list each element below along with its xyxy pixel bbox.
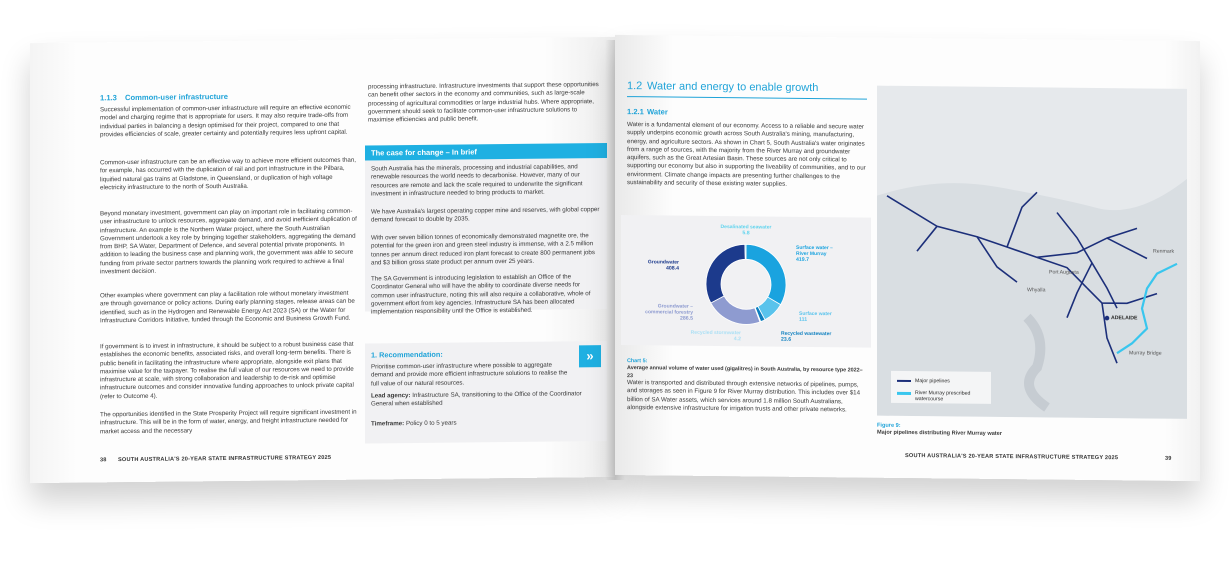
brief-para: With over seven billion tonnes of economically demonstrated magnetite ore, the potential for the green iron and green steel industry is immense, with a 2.5 million tonnes per annum direct reduced iron plant forecast to create 800 permanent jobs and $3 billion gross state product per annum over 25 years. (371, 232, 595, 267)
slice-label: Surface water (799, 310, 832, 318)
right-page (615, 35, 1200, 481)
footer-left: SOUTH AUSTRALIA'S 20-YEAR STATE INFRASTRUCTURE STRATEGY 2025 (118, 454, 332, 464)
section-number: 1.2 (627, 80, 643, 93)
brief-para: South Australia has the minerals, processing and industrial capabilities, and renewable resources the world needs to decarbonise. However, many of our resources are remote and lack the scale required to underwrite the significant investment in infrastructure needed to bring products to market. (371, 163, 583, 198)
map-label: Whyalla (1027, 287, 1046, 294)
chevron-right-icon: » (579, 345, 601, 367)
legend-swatch (897, 392, 911, 395)
section-title: Water and energy to enable growth (647, 80, 819, 95)
donut-slice (706, 244, 745, 303)
water-intro: Water is a fundamental element of our economy. Access to a reliable and secure water supply underpins economic growth across South Australia's mining, manufacturing, energy, and agriculture sectors. As shown in Chart 5, South Australia's water originates from a range of sources, with the majority from the River Murray and groundwater aquifers, such as the Great Artesian Basin. These sources are not only critical to supporting our economy but also in supporting the liveability of communities, and to our environment. Climate change impacts are presenting further challenges to the sustainability and security of these existing water supplies. (627, 121, 866, 188)
section-heading: Common-user infrastructure (125, 91, 228, 103)
lead-agency-label: Lead agency: (371, 392, 411, 400)
chart-caption-label: Chart 5: (627, 358, 648, 365)
left-col-para: Common-user infrastructure can be an effective way to achieve more efficient outcomes than, for example, has occurred with the duplication of rail and port infrastructure in the Pilbara, liquified natural gas trains at Gladstone, in Queensland, or duplication of high voltage electricity infrastructure to the north of South Australia. (100, 156, 356, 192)
figure-label: Figure 9: (877, 422, 901, 429)
left-col-para: Successful implementation of common-user infrastructure will require an effective economic model and charging regime that is appropriate for users. It may also require trade-offs from individual parties in balancing a design optimised for their project, compared to one that provides efficiencies of scale, greater certainty and potentially requires less upfront capital. (100, 103, 351, 139)
lead-agency (371, 390, 601, 409)
slice-value: 23.6 (781, 336, 792, 343)
slice-value: 5.8 (742, 230, 750, 237)
map-label-adelaide: ADELAIDE (1111, 315, 1138, 322)
map-label: Port Augusta (1049, 269, 1079, 276)
section-heading-number: 1.1.3 (100, 93, 117, 103)
slice-value: 4.2 (733, 336, 741, 343)
left-col-para: If government is to invest in infrastructure, it should be subject to a robust business case that establishes the economic benefits, associated risks, and overall long-term benefits. There is public benefit in facilitating the infrastructure where appropriate, alongside exit plans that maximise value for the taxpayer. To realise the full value of our resources we need to provide infrastructure at scale, with strong collaboration and leadership to de-risk and optimise infrastructure outcomes and consider innovative funding approaches to unlock private capital (refer to Outcome 4). (100, 340, 354, 401)
slice-label: River Murray (796, 250, 827, 258)
page-number-right: 39 (1165, 455, 1172, 462)
case-for-change-card (365, 143, 607, 316)
left-col-para: Other examples where government can play a facilitation role without monetary investment are through governance or policy actions. During early planning stages, release areas can be identified, such as in the Hydrogen and Renewable Energy Act 2023 (SA) or the Water for Infrastructure Corridors Initiative, funded through the Economic and Business Growth Fund. (100, 289, 355, 325)
map-label: Renmark (1153, 248, 1175, 255)
recommendation-text: Prioritise common-user infrastructure where possible to aggregate demand and provide more efficient infrastructure solutions to realise the full value of our natural resources. (371, 361, 568, 388)
slice-label: commercial forestry (645, 309, 693, 316)
page-number-left: 38 (100, 457, 107, 464)
slice-label: Groundwater – (657, 303, 693, 310)
map-legend (891, 371, 991, 404)
timeframe (371, 418, 601, 429)
map-drawing (877, 86, 1187, 419)
legend-swatch (897, 380, 911, 382)
slice-value: 111 (799, 316, 808, 323)
slice-label: Desalinated seawater (720, 224, 772, 231)
donut-slice (711, 296, 760, 325)
brief-para: The SA Government is introducing legislation to establish an Office of the Coordinator General who will have the ability to coordinate diverse needs for common user infrastructure, noting this will also require a collaborative, whole of government effort from key agencies. Infrastructure SA has been allocated implementation responsibility until the Office is established. (371, 273, 591, 316)
donut-chart (621, 215, 871, 348)
timeframe-text: Policy 0 to 5 years (405, 419, 457, 428)
donut-slice (746, 244, 786, 304)
slice-label: Groundwater (647, 259, 679, 266)
subsection-title: Water (647, 107, 668, 117)
donut-slice (745, 244, 746, 259)
legend-label: River Murray prescribed watercourse (915, 390, 971, 403)
case-for-change-title: The case for change – In brief (365, 143, 607, 161)
lead-agency-text: Infrastructure SA, transitioning to the Office of the Coordinator General when established (371, 390, 582, 408)
legend-label: Major pipelines (915, 378, 950, 385)
figure-caption: Major pipelines distributing River Murray water (877, 429, 1002, 437)
slice-label: Recycled stormwater (690, 329, 741, 337)
chart-panel (621, 215, 871, 348)
recommendation-card (365, 341, 607, 444)
slice-value: 419.7 (796, 256, 809, 263)
water-outro: Water is transported and distributed through extensive networks of pipelines, pumps, and storages as seen in Figure 9 for River Murray distribution. This includes over $14 billion of SA Water assets, which services around 1.8 million South Australians, alongside extensive infrastructure for irrigation trusts and other private networks. (627, 379, 861, 414)
right-col-intro: processing infrastructure. Infrastructure investments that support these opportunities can benefit other sectors in the economy and communities, such as large-scale processing of agricultural commodities or large industrial hubs. Where appropriate, government should seek to facilitate common-user infrastructure solutions to maximise efficiencies and public benefit. (368, 81, 599, 124)
left-col-para: The opportunities identified in the State Prosperity Project will require significant investment in infrastructure. This will be in the form of water, energy, and freight infrastructure needed for market access and the necessary (100, 408, 357, 435)
slice-label: Recycled wastewater (781, 330, 832, 338)
subsection-number: 1.2.1 (627, 107, 644, 117)
river-murray-map (877, 86, 1187, 419)
footer-right: SOUTH AUSTRALIA'S 20-YEAR STATE INFRASTRUCTURE STRATEGY 2025 (905, 452, 1119, 462)
brief-para: We have Australia's largest operating copper mine and reserves, with global copper demand forecast to double by 2035. (371, 206, 600, 224)
section-rule (627, 96, 867, 100)
slice-value: 408.4 (666, 265, 679, 272)
recommendation-title: 1. Recommendation: (371, 349, 443, 360)
left-page (30, 37, 615, 483)
slice-label: Surface water – (796, 244, 833, 252)
left-col-para: Beyond monetary investment, government can play on important role in facilitating common-user infrastructure to unlock resources, aggregate demand, and avoid inefficient duplication of infrastructure. An example is the Northern Water project, where the South Australian Government undertook a key role by bringing together stakeholders, aggregating the demand from BHP, SA Water, Department of Defence, and several potential private proponents. In addition to leading the business case and planning work, the government was able to secure funding from private sector partners towards the planning work required to achieve a final investment decision. (100, 207, 357, 276)
map-label: Murray Bridge (1129, 350, 1162, 357)
chart-caption: Average annual volume of water used (gigalitres) in South Australia, by resource type 2022–23 (627, 365, 863, 380)
slice-value: 286.5 (680, 315, 693, 322)
timeframe-label: Timeframe: (371, 420, 405, 428)
